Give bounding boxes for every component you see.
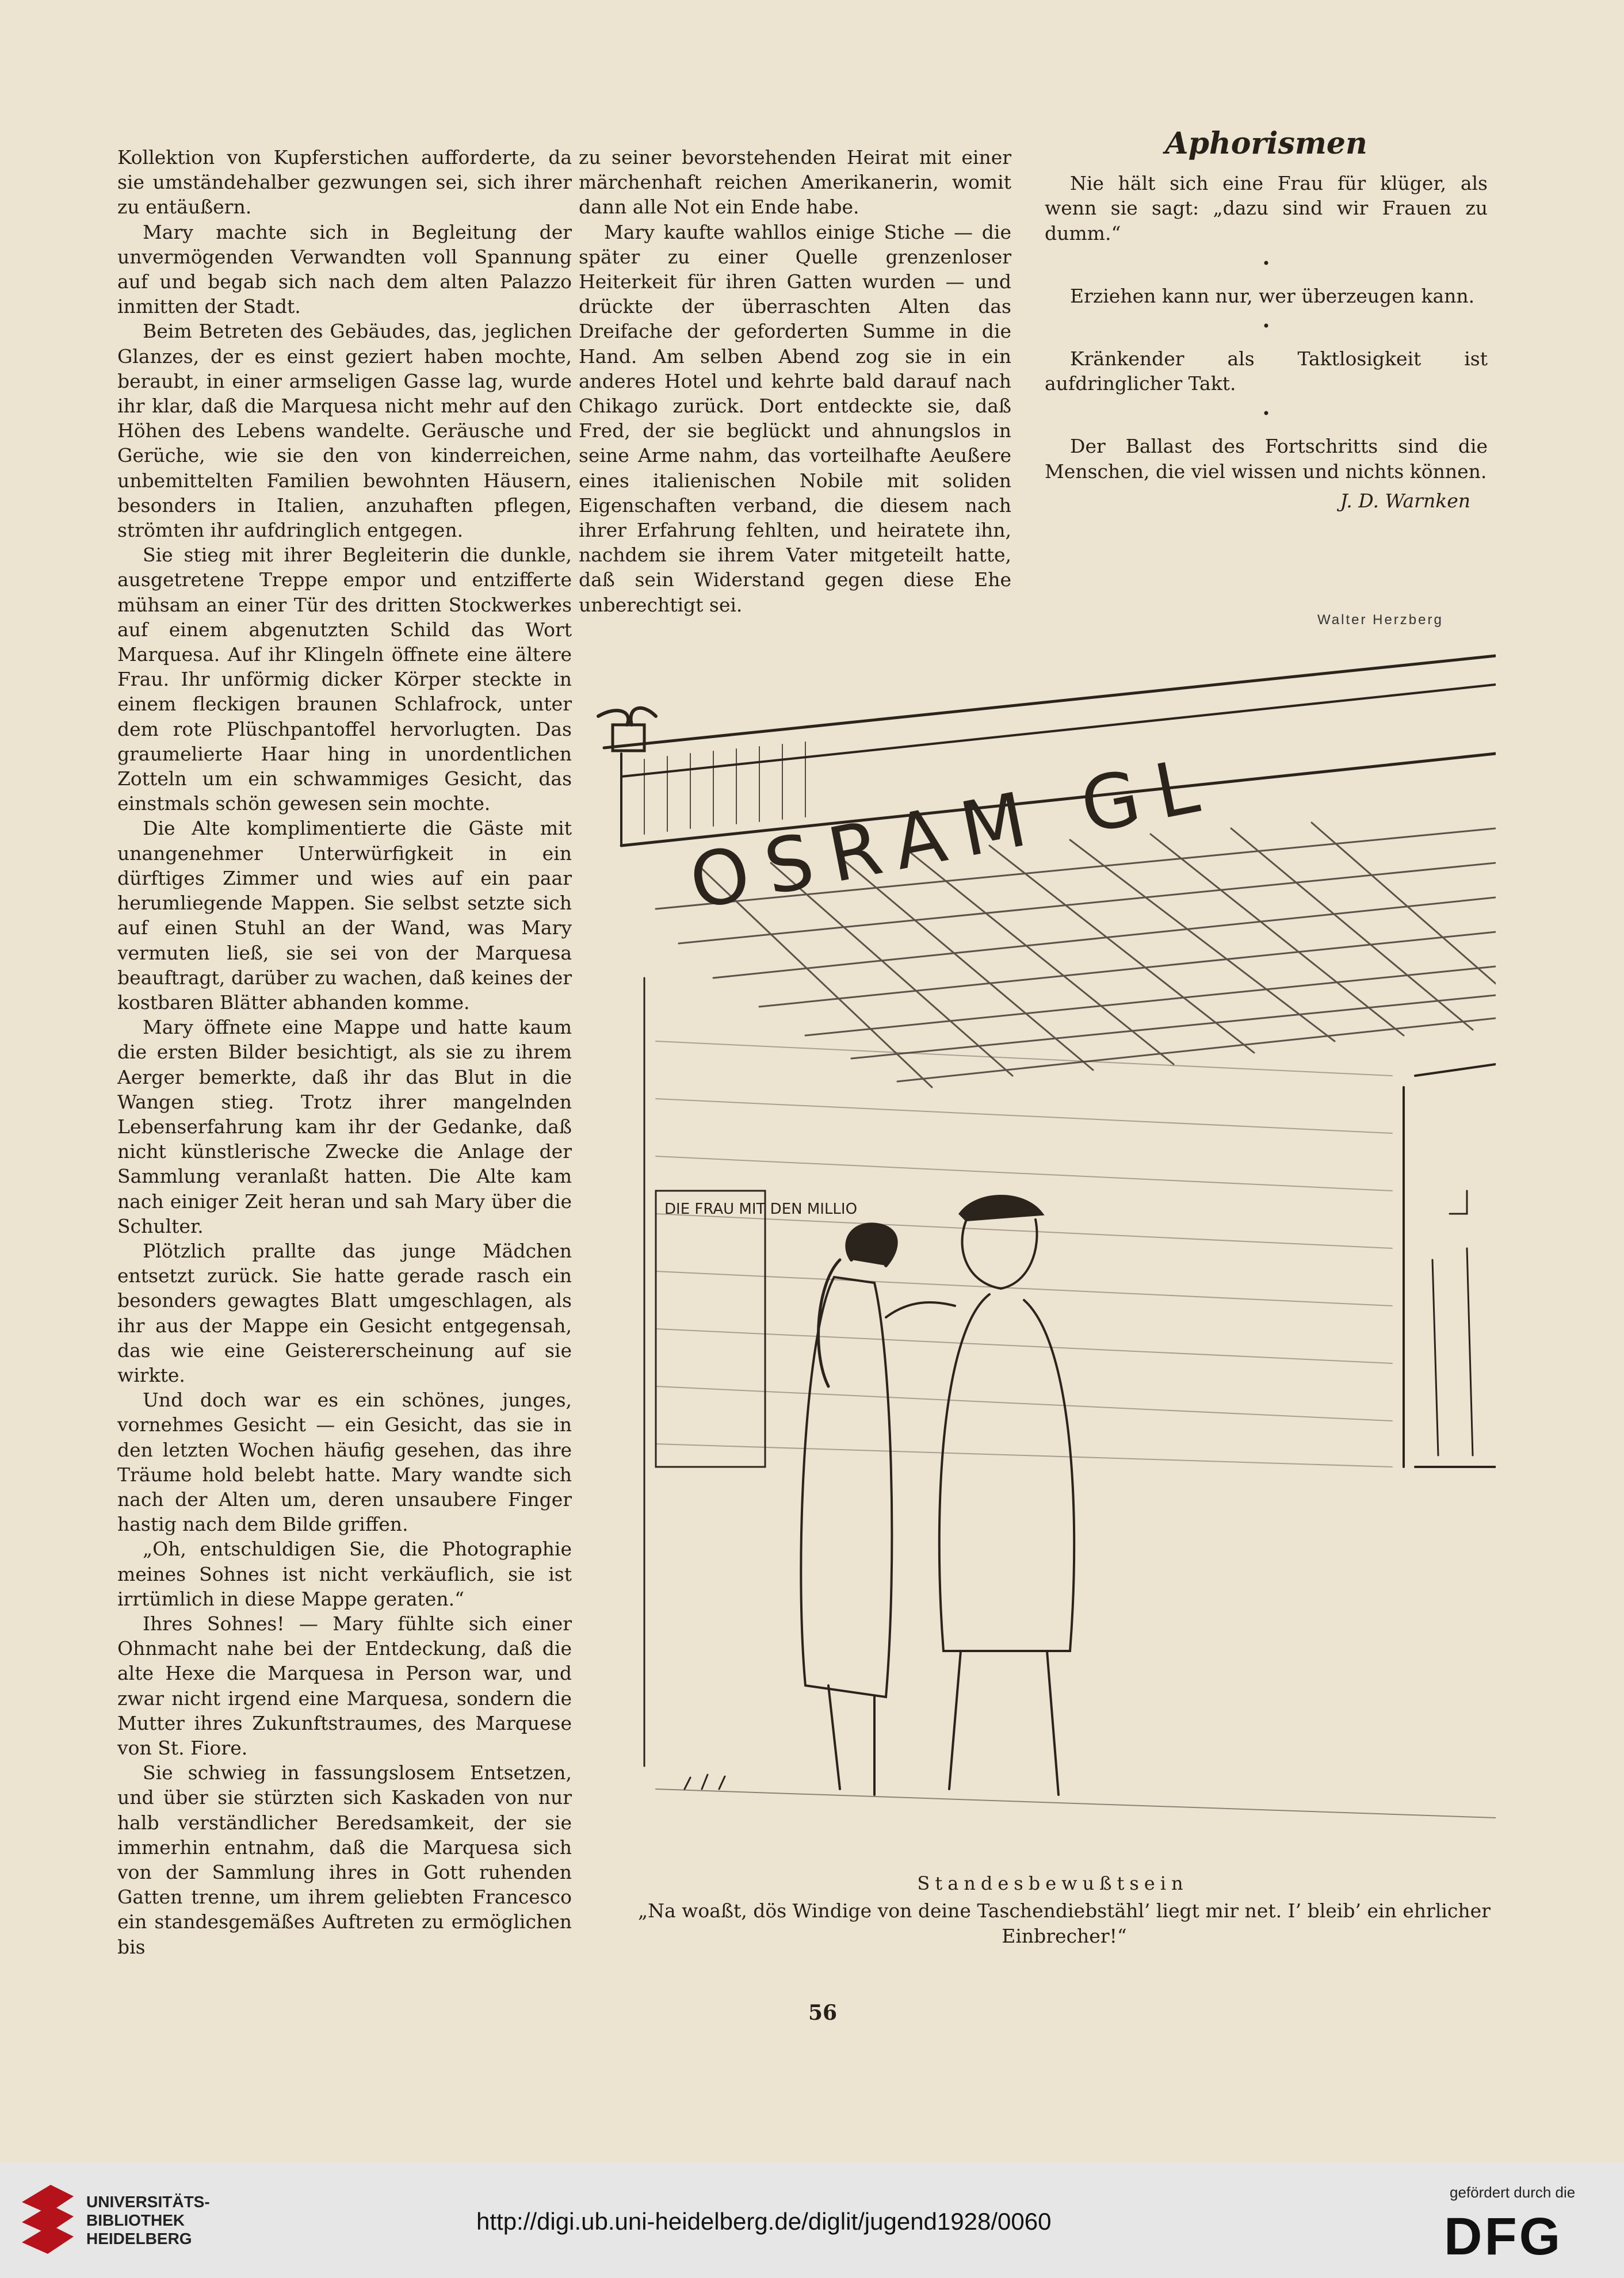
aphorism: Nie hält sich eine Frau für klüger, als wenn sie sagt: „dazu sind wir Frauen zu dumm.“ <box>1045 172 1488 244</box>
funded-by-label: gefördert durch die <box>1450 2184 1576 2201</box>
poster-text: DIE FRAU MIT DEN MILLIO <box>664 1201 858 1218</box>
caption-text: „Na woaßt, dös Windige von deine Taschendiebstähl’ liegt mir net. I’ bleib’ ein ehrlicher Einbrecher!“ <box>638 1899 1491 1947</box>
institution-line: HEIDELBERG <box>86 2230 192 2248</box>
university-library-logo-icon <box>16 2179 79 2260</box>
aphorisms-section <box>1045 126 1488 513</box>
aphorism: Der Ballast des Fortschritts sind die Menschen, die viel wissen und nichts können. <box>1045 435 1488 483</box>
aphorisms-title: Aphorismen <box>1165 126 1367 161</box>
footer-bar <box>0 2163 1624 2278</box>
illustration-artist: Walter Herzberg <box>1317 612 1443 628</box>
story-column-middle <box>579 145 1011 617</box>
paragraph: Mary machte sich in Begleitung der unvermögenden Verwandten voll Spannung auf und begab sich nach dem alten Palazzo inmitten der Stadt. <box>117 220 572 318</box>
aphorism: Erziehen kann nur, wer überzeugen kann. <box>1070 284 1475 307</box>
page-number: 56 <box>808 2001 838 2025</box>
paragraph: Kollektion von Kupferstichen aufforderte, da sie umständehalber gezwungen sei, sich ihrer zu entäußern. <box>117 146 572 219</box>
paragraph: Sie stieg mit ihrer Begleiterin die dunkle, ausgetretene Treppe empor und entzifferte mühsam an einer Tür des dritten Stockwerkes auf einem abgenutzten Schild das Wort Marquesa. Auf ihr Klingeln öffnete eine ältere Frau. Ihr unförmig dicker Körper steckte in einem fleckigen braunen Schlafrock, unter dem rote Plüschpantoffel hervorlugten. Das graumelierte Haar hing in unordentlichen Zotteln um ein schwammiges Gesicht, das einstmals schön gewesen sein mochte. <box>117 544 572 815</box>
paragraph: Und doch war es ein schönes, junges, vornehmes Gesicht — ein Gesicht, das sie in den letzten Wochen häufig gesehen, das ihre Träume hold belebt hatte. Mary wandte sich nach der Alten um, deren unsaubere Finger hastig nach dem Bilde griffen. <box>117 1389 572 1536</box>
paragraph: zu seiner bevorstehenden Heirat mit einer märchenhaft reichen Amerikanerin, womit dann alle Not ein Ende habe. <box>579 146 1011 219</box>
story-column-left <box>117 145 572 1959</box>
aphorism: Kränkender als Taktlosigkeit ist aufdringlicher Takt. <box>1045 347 1488 395</box>
permalink-url[interactable]: http://digi.ub.uni-heidelberg.de/diglit/jugend1928/0060 <box>476 2208 1052 2235</box>
paragraph: Mary öffnete eine Mappe und hatte kaum die ersten Bilder besichtigt, als sie zu ihrem Aerger bemerkte, daß ihr das Blut in die Wangen stieg. Trotz ihrer mangelnden Lebenserfahrung kam ihr der Gedanke, daß nicht künstlerische Zwecke die Anlage der Sammlung veranlaßt hatten. Die Alte kam nach einiger Zeit heran und sah Mary über die Schulter. <box>117 1016 572 1237</box>
aphorisms-author: J. D. Warnken <box>1340 489 1470 512</box>
paragraph: Beim Betreten des Gebäudes, das, jeglichen Glanzes, der es einst geziert haben mochte, beraubt, in einer armseligen Gasse lag, wurde ihr klar, daß die Marquesa nicht mehr auf den Höhen des Lebens wandelte. Geräusche und Gerüche, wie sie den von kinderreichen, unbemittelten Familien bewohnten Häusern, besonders in Italien, anzuhaften pflegen, strömten ihr aufdringlich entgegen. <box>117 320 572 542</box>
paragraph: „Oh, entschuldigen Sie, die Photographie meines Sohnes ist nicht verkäuflich, sie ist irrtümlich in diese Mappe geraten.“ <box>117 1538 572 1610</box>
separator-dot: • <box>1262 318 1271 335</box>
paragraph: Ihres Sohnes! — Mary fühlte sich einer Ohnmacht nahe bei der Entdeckung, daß die alte Hexe die Marquesa in Person war, und zwar nicht irgend eine Marquesa, sondern die Mutter ihres Zukunftstraumes, des Marquese von St. Fiore. <box>117 1612 572 1759</box>
paragraph: Mary kaufte wahllos einige Stiche — die später zu einer Quelle grenzenloser Heiterkeit für ihren Gatten wurden — und drückte der überraschten Alten das Dreifache der geforderten Summe in die Hand. Am selben Abend zog sie in ein anderes Hotel und kehrte bald darauf nach Chikago zurück. Dort entdeckte sie, daß Fred, der sie beglückt und ahnungslos in seine Arme nahm, das vorteilhafte Aeußere eines italienischen Nobile mit soliden Eigenschaften verband, die diesem nach ihrer Erfahrung fehlten, und heiratete ihn, nachdem sie ihrem Vater mitgeteilt hatte, daß sein Widerstand gegen diese Ehe unberechtigt sei. <box>579 220 1011 616</box>
caption-title: Standesbewußtsein <box>917 1872 1189 1894</box>
sign-text: OSRAM GL <box>682 739 1222 927</box>
dfg-logo: DFG <box>1444 2207 1563 2266</box>
paragraph: Plötzlich prallte das junge Mädchen entsetzt zurück. Sie hatte gerade rasch ein besonders gewagtes Blatt umgeschlagen, als ihr aus der Mappe ein Gesicht entgegensah, das wie eine Geistererscheinung auf sie wirkte. <box>117 1239 572 1386</box>
institution-line: BIBLIOTHEK <box>86 2211 185 2229</box>
illustration-drawing <box>587 639 1496 1858</box>
institution-name <box>86 2193 210 2248</box>
separator-dot: • <box>1262 255 1271 272</box>
institution-line: UNIVERSITÄTS- <box>86 2193 210 2211</box>
separator-dot: • <box>1262 406 1271 422</box>
paragraph: Sie schwieg in fassungslosem Entsetzen, und über sie stürzten sich Kaskaden von nur halb verständlicher Beredsamkeit, der sie immerhin entnahm, daß die Marquesa sich von der Sammlung ihres in Gott ruhenden Gatten trenne, um ihrem geliebten Francesco ein standesgemäßes Auftreten zu ermöglichen bis <box>117 1761 572 1958</box>
paragraph: Die Alte komplimentierte die Gäste mit unangenehmer Unterwürfigkeit in ein dürftiges Zimmer und wies auf ein paar herumliegende Mappen. Sie selbst setzte sich auf einen Stuhl an der Wand, was Mary vermuten ließ, sie sei von der Marquesa beauftragt, darüber zu wachen, daß keines der kostbaren Blätter abhanden komme. <box>117 817 572 1014</box>
